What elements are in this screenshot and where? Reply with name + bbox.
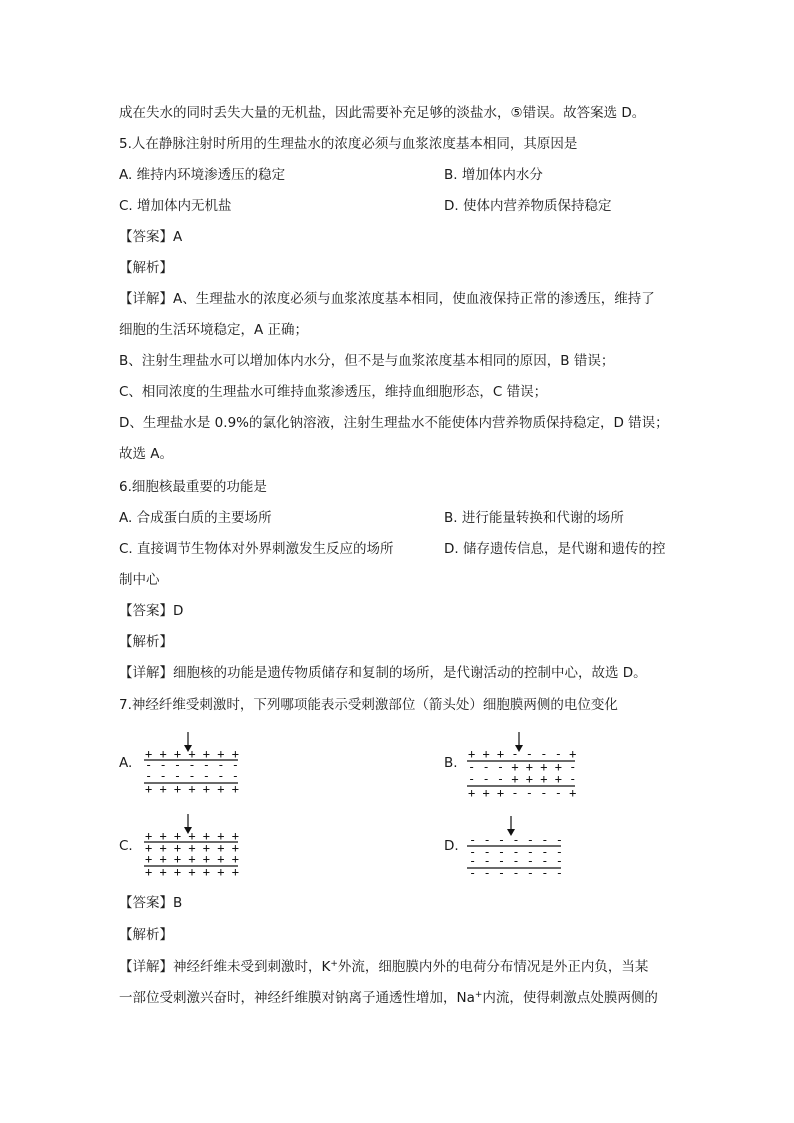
q5-option-a: A. 维持内环境渗透压的稳定 [119,167,286,183]
q7-text-part: 内流，使得刺激点处膜两侧的 [482,990,658,1006]
diagram-a-row-3: - - - - - - - [145,769,239,783]
diagram-a-row-1: + + + + + + + [145,747,239,761]
membrane-diagram-b [465,730,581,804]
q5-explanation-line: 细胞的生活环境稳定，A 正确； [119,322,309,338]
diagram-c-row-1: + + + + + + + [145,829,239,843]
diagram-d-label: D. [444,838,459,854]
q7-explanation-line-1 [119,958,648,976]
q5-explanation-line: B、注射生理盐水可以增加体内水分，但不是与血浆浓度基本相同的原因，B 错误； [119,353,615,369]
diagram-c-row-3: + + + + + + + [145,852,239,866]
question-5-stem: 5.人在静脉注射时所用的生理盐水的浓度必须与血浆浓度基本相同，其原因是 [119,136,578,152]
membrane-diagram-d [465,814,565,884]
q7-text-part: 外流，细胞膜内外的电荷分布情况是外正内负，当某 [337,959,649,975]
q6-option-b: B. 进行能量转换和代谢的场所 [444,510,624,526]
diagram-d-row-2: - - - - - - - [469,845,563,859]
q5-option-b: B. 增加体内水分 [444,167,543,183]
question-7-stem: 7.神经纤维受刺激时，下列哪项能表示受刺激部位（箭头处）细胞膜两侧的电位变化 [119,697,618,713]
q6-option-d-continued: 制中心 [119,572,160,588]
diagram-d-row-3: - - - - - - - [469,854,563,868]
q7-text-part: 一部位受刺激兴奋时，神经纤维膜对钠离子通透性增加，Na [119,990,475,1006]
q7-analysis-heading: 【解析】 [119,927,173,943]
q7-text-part: 【详解】神经纤维未受到刺激时，K [119,959,331,975]
q5-analysis-heading: 【解析】 [119,260,173,276]
text-line: 成在失水的同时丢失大量的无机盐，因此需要补充足够的淡盐水，⑤错误。故答案选 D。 [119,105,646,121]
q5-explanation-line: 故选 A。 [119,446,174,462]
q5-answer: 【答案】A [119,229,183,245]
diagram-a-row-4: + + + + + + + [145,782,239,796]
diagram-c-label: C. [119,838,133,854]
q6-analysis-heading: 【解析】 [119,634,173,650]
diagram-d-row-4: - - - - - - - [469,866,563,880]
superscript: + [330,959,338,969]
q6-option-a: A. 合成蛋白质的主要场所 [119,510,272,526]
membrane-diagram-a [142,730,242,800]
q5-explanation-line: D、生理盐水是 0.9%的氯化钠溶液，注射生理盐水不能使体内营养物质保持稳定，D 错误； [119,415,669,431]
diagram-a-row-2: - - - - - - - [145,758,239,772]
diagram-a-label: A. [119,755,133,771]
diagram-b-row-2: - - - + + + + - [468,760,577,774]
q5-option-d: D. 使体内营养物质保持稳定 [444,198,612,214]
q5-explanation-line: 【详解】A、生理盐水的浓度必须与血浆浓度基本相同，使血液保持正常的渗透压，维持了 [119,291,655,307]
diagram-b-row-1: + + + - - - - + [468,747,577,761]
q6-option-d: D. 储存遗传信息，是代谢和遗传的控 [444,541,666,557]
diagram-c-row-2: + + + + + + + [145,841,239,855]
membrane-diagram-c [142,812,242,882]
diagram-d-row-1: - - - - - - - [469,833,563,847]
diagram-b-row-3: - - - + + + + - [468,772,577,786]
q5-option-c: C. 增加体内无机盐 [119,198,232,214]
q7-answer: 【答案】B [119,895,183,911]
question-6-stem: 6.细胞核最重要的功能是 [119,479,267,495]
q6-answer: 【答案】D [119,603,184,619]
superscript: + [474,990,483,1000]
q6-option-c: C. 直接调节生物体对外界刺激发生反应的场所 [119,541,394,557]
diagram-c-row-4: + + + + + + + [145,865,239,878]
diagram-b-row-4: + + + - - - - + [468,786,577,800]
q7-explanation-line-2 [119,989,658,1007]
q5-explanation-line: C、相同浓度的生理盐水可维持血浆渗透压，维持血细胞形态，C 错误； [119,384,548,400]
diagram-b-label: B. [444,755,458,771]
q6-explanation-line: 【详解】细胞核的功能是遗传物质储存和复制的场所，是代谢活动的控制中心，故选 D。 [119,665,647,681]
